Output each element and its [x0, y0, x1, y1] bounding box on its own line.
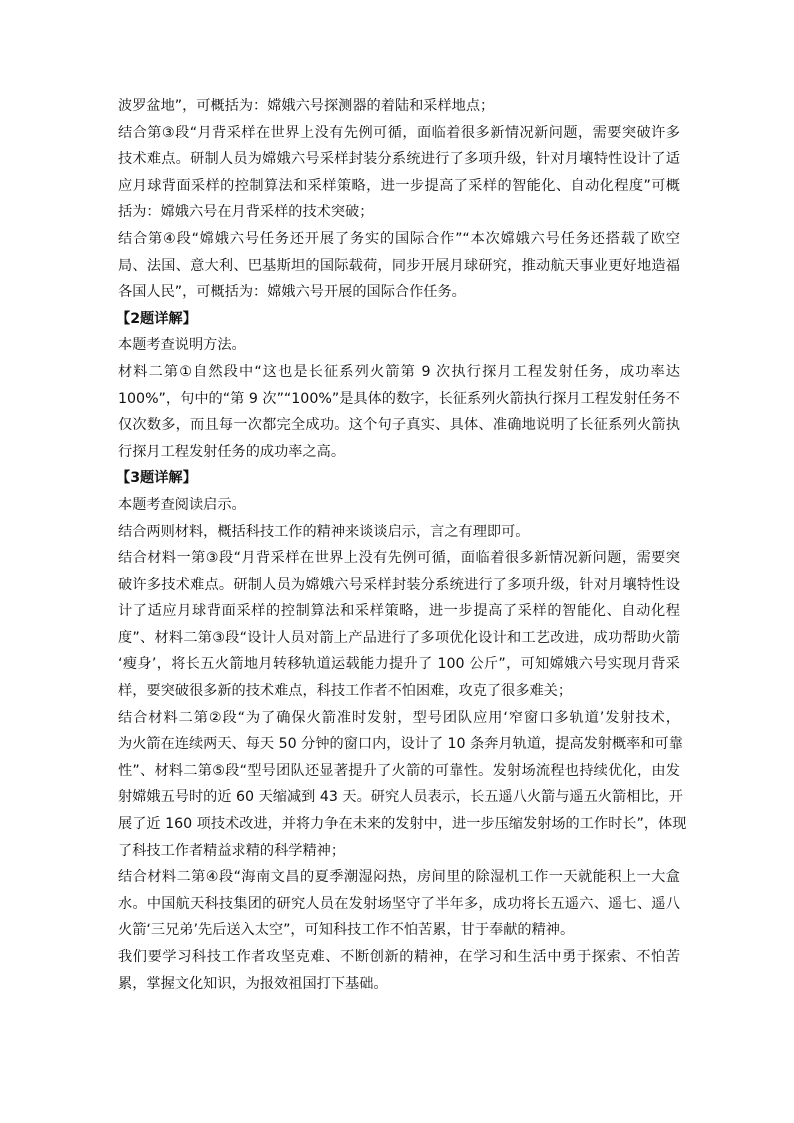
document-body [116, 93, 687, 997]
text-line: 度”、材料二第③段“设计人员对箭上产品进行了多项优化设计和工艺改进，成功帮助火箭 [118, 629, 680, 646]
text-line: 结合第③段“月背采样在世界上没有先例可循，面临着很多新情况新问题，需要突破许多 [118, 124, 680, 141]
text-line: 结合材料二第②段“为了确保火箭准时发射，型号团队应用‘窄窗口多轨道’发射技术， [118, 709, 680, 726]
text-line: 本题考查说明方法。 [118, 337, 246, 354]
text-line: 展了近 160 项技术改进，并将力争在未来的发射中，进一步压缩发射场的工作时长”，体现 [118, 816, 687, 833]
text-line: 局、法国、意大利、巴基斯坦的国际载荷，同步开展月球研究，推动航天事业更好地造福 [118, 257, 680, 274]
text-line: 结合材料二第④段“海南文昌的夏季潮湿闷热，房间里的除湿机工作一天就能积上一大盒 [118, 869, 680, 886]
text-line: 100%”，句中的“第 9 次”“100%”是具体的数字，长征系列火箭执行探月工程发射任务不 [118, 390, 680, 407]
text-line: 水。中国航天科技集团的研究人员在发射场坚守了半年多，成功将长五遥六、遥七、遥八 [118, 895, 680, 912]
text-line: 射嫦娥五号时的近 60 天缩减到 43 天。研究人员表示，长五遥八火箭与遥五火箭相比，开 [118, 789, 683, 806]
section-heading: 【2题详解】 [116, 310, 197, 327]
text-line: 火箭‘三兄弟’先后送入太空”，可知科技工作不怕苦累，甘于奉献的精神。 [118, 922, 575, 939]
text-line: 技术难点。研制人员为嫦娥六号采样封装分系统进行了多项升级，针对月壤特性设计了适 [118, 151, 680, 168]
text-line: 材料二第①自然段中“这也是长征系列火箭第 9 次执行探月工程发射任务，成功率达 [118, 363, 680, 380]
text-line: 破许多技术难点。研制人员为嫦娥六号采样封装分系统进行了多项升级，针对月壤特性设 [118, 576, 680, 593]
text-line: 结合第④段“嫦娥六号任务还开展了务实的国际合作”“本次嫦娥六号任务还搭载了欧空 [118, 230, 680, 247]
text-line: 各国人民”，可概括为：嫦娥六号开展的国际合作任务。 [118, 284, 466, 301]
section-heading: 【3题详解】 [116, 470, 197, 487]
text-line: 仅次数多，而且每一次都完全成功。这个句子真实、具体、准确地说明了长征系列火箭执 [118, 417, 680, 434]
text-line: 波罗盆地”，可概括为：嫦娥六号探测器的着陆和采样地点； [118, 98, 495, 114]
text-line: ‘瘦身’，将长五火箭地月转移轨道运载能力提升了 100 公斤”，可知嫦娥六号实现月背采 [118, 656, 680, 673]
text-line: 结合两则材料，概括科技工作的精神来谈谈启示，言之有理即可。 [118, 523, 530, 540]
text-line: 我们要学习科技工作者攻坚克难、不断创新的精神，在学习和生活中勇于探索、不怕苦 [118, 949, 680, 965]
text-line: 为火箭在连续两天、每天 50 分钟的窗口内，设计了 10 条奔月轨道，提高发射概率和可靠 [118, 736, 683, 753]
text-line: 括为：嫦娥六号在月背采样的技术突破； [118, 204, 374, 221]
text-line: 应月球背面采样的控制算法和采样策略，进一步提高了采样的智能化、自动化程度”可概 [118, 177, 680, 194]
text-line: 性”、材料二第⑤段“型号团队还显著提升了火箭的可靠性。发射场流程也持续优化，由发 [118, 762, 680, 779]
text-line: 样，要突破很多新的技术难点，科技工作者不怕困难，攻克了很多难关； [118, 683, 573, 700]
text-line: 计了适应月球背面采样的控制算法和采样策略，进一步提高了采样的智能化、自动化程 [118, 603, 680, 620]
text-line: 累，掌握文化知识，为报效祖国打下基础。 [118, 975, 388, 992]
text-line: 结合材料一第③段“月背采样在世界上没有先例可循，面临着很多新情况新问题，需要突 [118, 550, 680, 567]
text-line: 本题考查阅读启示。 [118, 496, 246, 513]
text-line: 行探月工程发射任务的成功率之高。 [118, 443, 346, 460]
text-line: 了科技工作者精益求精的科学精神； [118, 842, 346, 859]
